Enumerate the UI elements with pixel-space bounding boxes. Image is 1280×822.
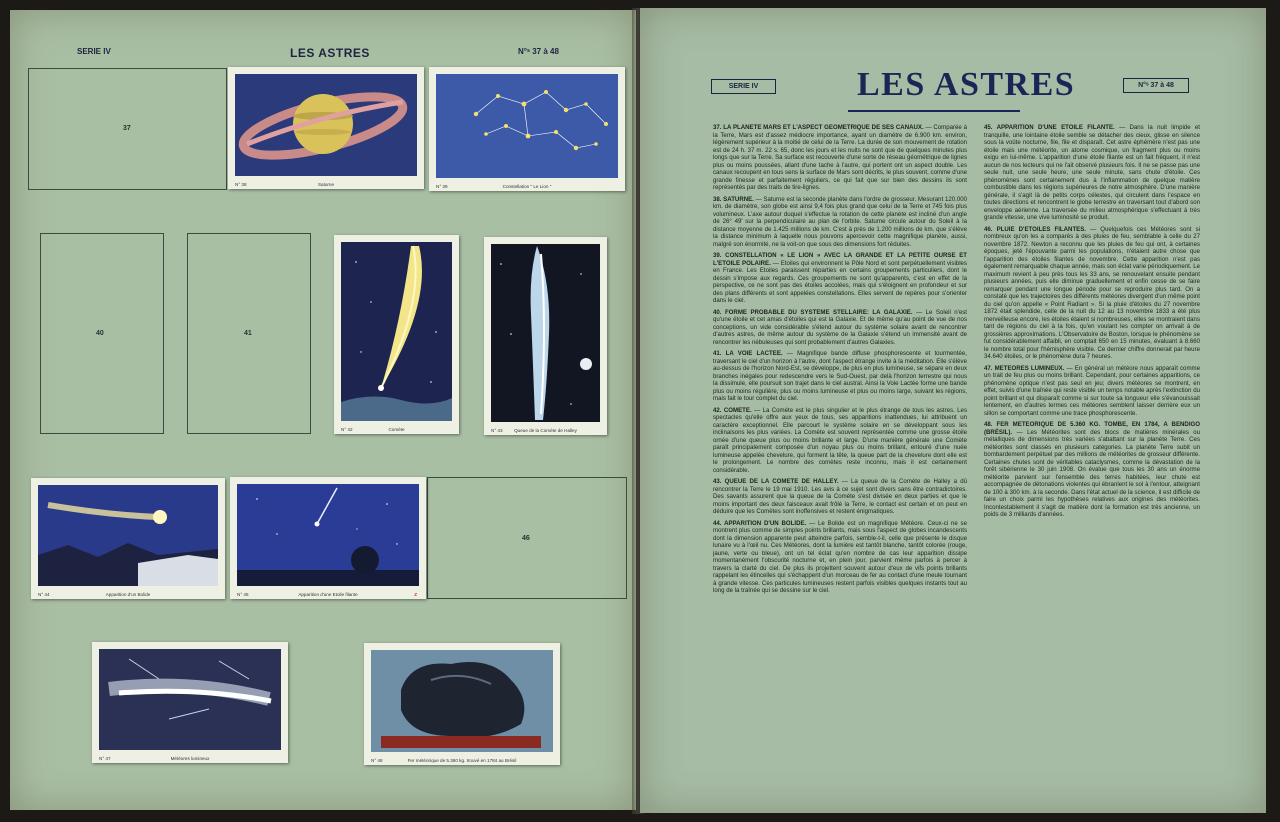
bolide-illustration [38, 485, 218, 586]
slot-number: 40 [96, 330, 104, 337]
card-42-comet [334, 235, 459, 434]
card-caption: N° 44 Apparition d'un Bolide [38, 592, 151, 597]
entry-37: 37. LA PLANETE MARS ET L'ASPECT GEOMETRIQUE DE SES CANAUX. — Comparée à la Terre, Mars est d'assez médiocre importance, ayant un diamètre de 6.900 km. environ, légèrement supérieur à la moitié de celui de la Terre. La durée de son mouvement de rotation est de 24 h. 37 m. 22 s. 65, donc les jours et les nuits ne sont que de quelques minutes plus longs que sur la Terre. Sa surface est recouverte d'une sorte de réseau géométrique de lignes plus ou moins poussées, allant d'une tache à l'autre, qui portent ont un aspect double. Les canaux recoupent en tous sens la surface de Mars sont décrits, le plus souvent, comme d'une grande finesse et parfaitement réguliers, ce qui fait que sur bien des dessins ils sont représentés par des traits de tire-lignes. [713, 124, 967, 191]
card-38-saturn [228, 67, 424, 189]
card-47-meteors [92, 642, 288, 763]
saturn-illustration [235, 74, 417, 176]
empty-slot-40 [40, 233, 164, 434]
empty-slot-46 [427, 477, 627, 599]
comet-illustration [341, 242, 452, 421]
entry-47: 47. METEORES LUMINEUX. — En général un météore nous apparaît comme un trait de feu plus ou moins brillant. Cependant, pour certaines apparitions, ce phénomène optique n'est pas seul en jeu; divers météores se montrent, en effet, suivis d'une traînée qui reste visible un temps notable après l'extinction du point brillant et qui disparaît comme si sur toute sa longueur elle s'évanouissait lentement, en d'autres termes ces météores semblent laisser derrière eux un sillon se comportant comme une trace phosphorescente. [984, 364, 1200, 417]
text-column-left [713, 124, 967, 599]
card-44-bolide [31, 478, 225, 599]
meteors-illustration [99, 649, 281, 750]
entry-41: 41. LA VOIE LACTEE. — Magnifique bande diffuse phosphorescente et tourmentée, traversant le ciel d'un horizon à l'autre, dont l'aspect étrange invite à la méditation. Elle s'élève au-dessus de l'horizon Nord-Est, se développe, de plus en plus lumineuse, se sépare en deux branches inégales pour redescendre vers le Sud-Ouest, par delà l'horizon terrestre qui nous la dissimule, elle poursuit son trajet dans le ciel austral. Ainsi la Voie Lactée forme une bande plus ou moins régulière, plus ou moins lumineuse et plus ou moins large, suivant les régions, mais fait le tour complet du ciel. [713, 350, 967, 402]
empty-slot-37 [28, 68, 227, 190]
card-39-constellation [429, 67, 625, 191]
left-series-label: SERIE IV [77, 47, 111, 56]
halley-tail-illustration [491, 244, 600, 422]
right-series-box: SERIE IV [711, 79, 776, 94]
entry-42: 42. COMETE. — La Comète est le plus singulier et le plus étrange de tous les astres. Les spectacles qu'elle offre aux yeux de tous, ses apparitions inattendues, lui attribuent un caractère exceptionnel. Elle parcourt le système solaire en se développant sous les inclinaisons les plus variées. La Comète est souvent représentée comme une grosse étoile ornée d'une queue plus ou moins brillante et large. D'une manière générale une Comète paraît principalement composée d'un noyau plus ou moins brillant, entouré d'une nuée lumineuse appelée chevelure, qui forment la tête, la queue part de la chevelure dont elle est le prolongement. Le nombre des comètes reste inconnu, mais il est certainement considérable. [713, 406, 967, 474]
constellation-illustration [436, 74, 618, 178]
text-column-right [984, 124, 1200, 523]
card-caption: N° 42 Comète [341, 427, 405, 432]
card-caption: N° 39 Constellation " Le Lion " [436, 184, 552, 189]
entry-46: 46. PLUIE D'ETOILES FILANTES. — Quelquefois ces Météores sont si nombreux qu'on les a comparés à des pluies de feu, semblable à celle du 27 novembre 1872. Newton a reconnu que les pluies de feu qui ont, à certaines époques, jeté l'épouvante parmi les populations, n'étaient autre chose que l'apparition des étoiles filantes de novembre. Cette apparition n'est pas également remarquable chaque année, mais son éclat varie périodiquement. Le maximum revient à peu près tous les 33 ans, se renouvelant ensuite pendant plusieurs années, puis elle diminue graduellement et enfin cesse de se faire remarquer pendant une longue période pour se reproduire plus tard. On a constaté que les trajectoires des différents météores divergent d'un même point du ciel qu'on appelle « Point Radiant ». Si la pluie d'étoiles du 27 novembre 1872 était splendide, celle de la nuit du 12 au 13 novembre 1833 a été plus merveilleuse encore, les étoiles étaient si nombreuses, elles se montraient dans tant de régions du ciel à la fois, qu'en voulant les compter on arrivait à de grossières approximations. L'Observatoire de Boston, lorsque le phénomène se fut considérablement affaibli, en comptait 650 en 15 minutes, évaluant à 8.660 le nombre total pour l'hémisphère visible. Ce dernier chiffre donnerait par heure 34.640 étoiles, or le phénomène dura 7 heures. [984, 225, 1200, 360]
entry-39: 39. CONSTELLATION « LE LION » AVEC LA GRANDE ET LA PETITE OURSE ET L'ETOILE POLAIRE. — Etoiles qui environnent le Pôle Nord et sont perpétuellement visibles en France. Les Etoiles paraissent réparties en certains groupements particuliers, dont le dessin s'impose aux regards. Ces groupements ne sont qu'apparents, c'est en effet de la perspective, ce ne sont pas des étoiles accolées, mais qui s'éloignent en profondeur et sur des plans différents et sont appelées constellations. Elles servent de repères pour s'orienter dans le ciel. [713, 252, 967, 304]
entry-38: 38. SATURNE. — Saturne est la seconde planète dans l'ordre de grosseur. Mesurant 120.000 km. de diamètre, son globe est ainsi 9,4 fois plus grand que celui de la Terre et 745 fois plus volumineux. L'axe autour duquel s'effectue la rotation de cette planète est incliné d'un angle de 26° 49' sur la perpendiculaire au plan de l'orbite. Saturne circule autour du Soleil à la distance moyenne de 1.425 millions de km. C'est à près de 1.200 millions de km. que s'élève la distance minimum à laquelle nous pouvons apercevoir cette magnifique planète, aussi, malgré son énormité, ne la voit-on que sous des dimensions fort réduites. [713, 195, 967, 248]
card-45-shooting-star [230, 477, 426, 599]
card-caption: N° 47 Météores lumineux [99, 756, 210, 761]
shooting-star-illustration [237, 484, 419, 586]
card-caption: N° 43 Queue de la Comète de Halley [491, 428, 577, 433]
card-48-meteorite [364, 643, 560, 765]
card-caption: N° 48 Fer météorique de 5.360 kg. trouvé en 1784 au Brésil [371, 758, 517, 763]
title-underline [848, 110, 1020, 112]
slot-number: 46 [522, 535, 530, 542]
entry-48: 48. FER METEORIQUE DE 5.360 KG. TOMBE, EN 1784, A BENDIGO (BRÉSIL). — Les Météorites sont des blocs de matières minérales ou métalliques de dimensions très variées s'abattant sur la planète Terre. Ces météorites sont classés en plusieurs catégories. La planète Terre subit un bombardement perpétuel par des millions de météorites de grosseur différente. Certaines chutes sont de véritables cataclysmes, comme la dévastation de la forêt sibérienne le 30 juin 1908. On évalue que tous les 30 ans un énorme météorite parvient sur l'ensemble des terres habitées, leur chute est accompagnée de détonations violentes qui ébranlent le sol à l'entour, atteignant de 100 à 300 km. à la seconde. Dans l'état actuel de la science, il est difficile de faire un choix parmi les hypothèses relatives aux origines des météorites. Incontestablement il s'agit de matière dont la formation est très ancienne, un poids de 3 milliards d'années. [984, 421, 1200, 518]
left-page-title: LES ASTRES [290, 46, 370, 60]
empty-slot-41 [187, 233, 311, 434]
red-stamp-mark: Z [414, 592, 417, 597]
entry-44: 44. APPARITION D'UN BOLIDE. — Le Bolide est un magnifique Météore. Ceux-ci ne se montrent plus comme de simples points brillants, mais sous l'aspect de globes incandescents dont la dimension apparente peut atteindre parfois, semble-t-il, celle que présente le disque lunaire vu à l'œil nu. Ces Météores, dont la lumière est tantôt blanche, tantôt colorée (rouge, jaune, verte ou bleue), ont un tel éclat qu'en nombre de cas leur apparition dissipe momentanément l'obscurité nocturne et, en plein jour, parvient même parfois à percer à travers la clarté du ciel. De plus ils projettent souvent autour d'eux de vifs points brillants rappelant les étincelles qui s'échappent d'un morceau de fer au contact d'une meule tournant à grande vitesse. Ces particules lumineuses restent parfois visibles quelques instants tout au long de la traînée qui se dessine sur le ciel. [713, 519, 967, 594]
right-page-title: LES ASTRES [857, 66, 1076, 103]
left-range-label: N°ˢ 37 à 48 [518, 47, 559, 56]
entry-45: 45. APPARITION D'UNE ETOILE FILANTE. — Dans la nuit limpide et tranquille, une lointaine étoile semble se détacher des cieux, glisse en silence sous la voûte nocturne, file, file et disparaît. Cet astre éphémère n'est pas une étoile mais une météorite, un atome cosmique, un fragment plus ou moins exigu en lui-même. L'apparition d'une étoile filante est un fait fréquent, il n'est aucun de nos lecteurs qui ne l'ait observé plusieurs fois. Il ne se passe pas une seule nuit, une seule heure, une seule minute, sans chute d'étoile. Ces phénomènes sont certainement dus à l'inflammation de quelque matière combustible dans les régions supérieures de notre atmosphère. D'une manière générale, il s'agit là de petits corps célestes, qui circulent dans l'espace en toutes directions et rencontrent le globe terrestre en traversant tout d'abord son enveloppe aérienne. La traversée du milieu atmosphérique s'effectuant à très grande vitesse, une vive luminosité se produit. [984, 124, 1200, 221]
slot-number: 41 [244, 330, 252, 337]
card-caption: N° 45 Apparition d'une Etoile filante Z [237, 592, 417, 597]
entry-43: 43. QUEUE DE LA COMETE DE HALLEY. — La queue de la Comète de Halley a dû rencontrer la Terre le 19 mai 1910. Les avis à ce sujet sont divers sans être contradictoires. Des savants assurent que la queue de la Comète s'est divisée en deux parties et que le moins important des deux faisceaux avait frôlé la Terre, le contact est certain et on peut en déduire que les Comètes sont inoffensives et restent énigmatiques. [713, 478, 967, 515]
entry-40: 40. FORME PROBABLE DU SYSTEME STELLAIRE: LA GALAXIE. — Le Soleil n'est qu'une étoile et cet amas d'étoiles qui est la Galaxie. Et de même qu'au point de vue de nos conceptions, un vide considérable s'étend autour du système solaire avant de rencontrer d'autres astres, de même autour du système de la Galaxie s'étend un immensité avant de rencontrer les nébuleuses qui sont probablement d'autres Galaxies. [713, 308, 967, 346]
card-caption: N° 38 Saturne [235, 182, 335, 187]
right-range-box: N°ˢ 37 à 48 [1123, 78, 1189, 93]
slot-number: 37 [123, 125, 131, 132]
meteorite-illustration [371, 650, 553, 752]
card-43-halley-tail [484, 237, 607, 435]
